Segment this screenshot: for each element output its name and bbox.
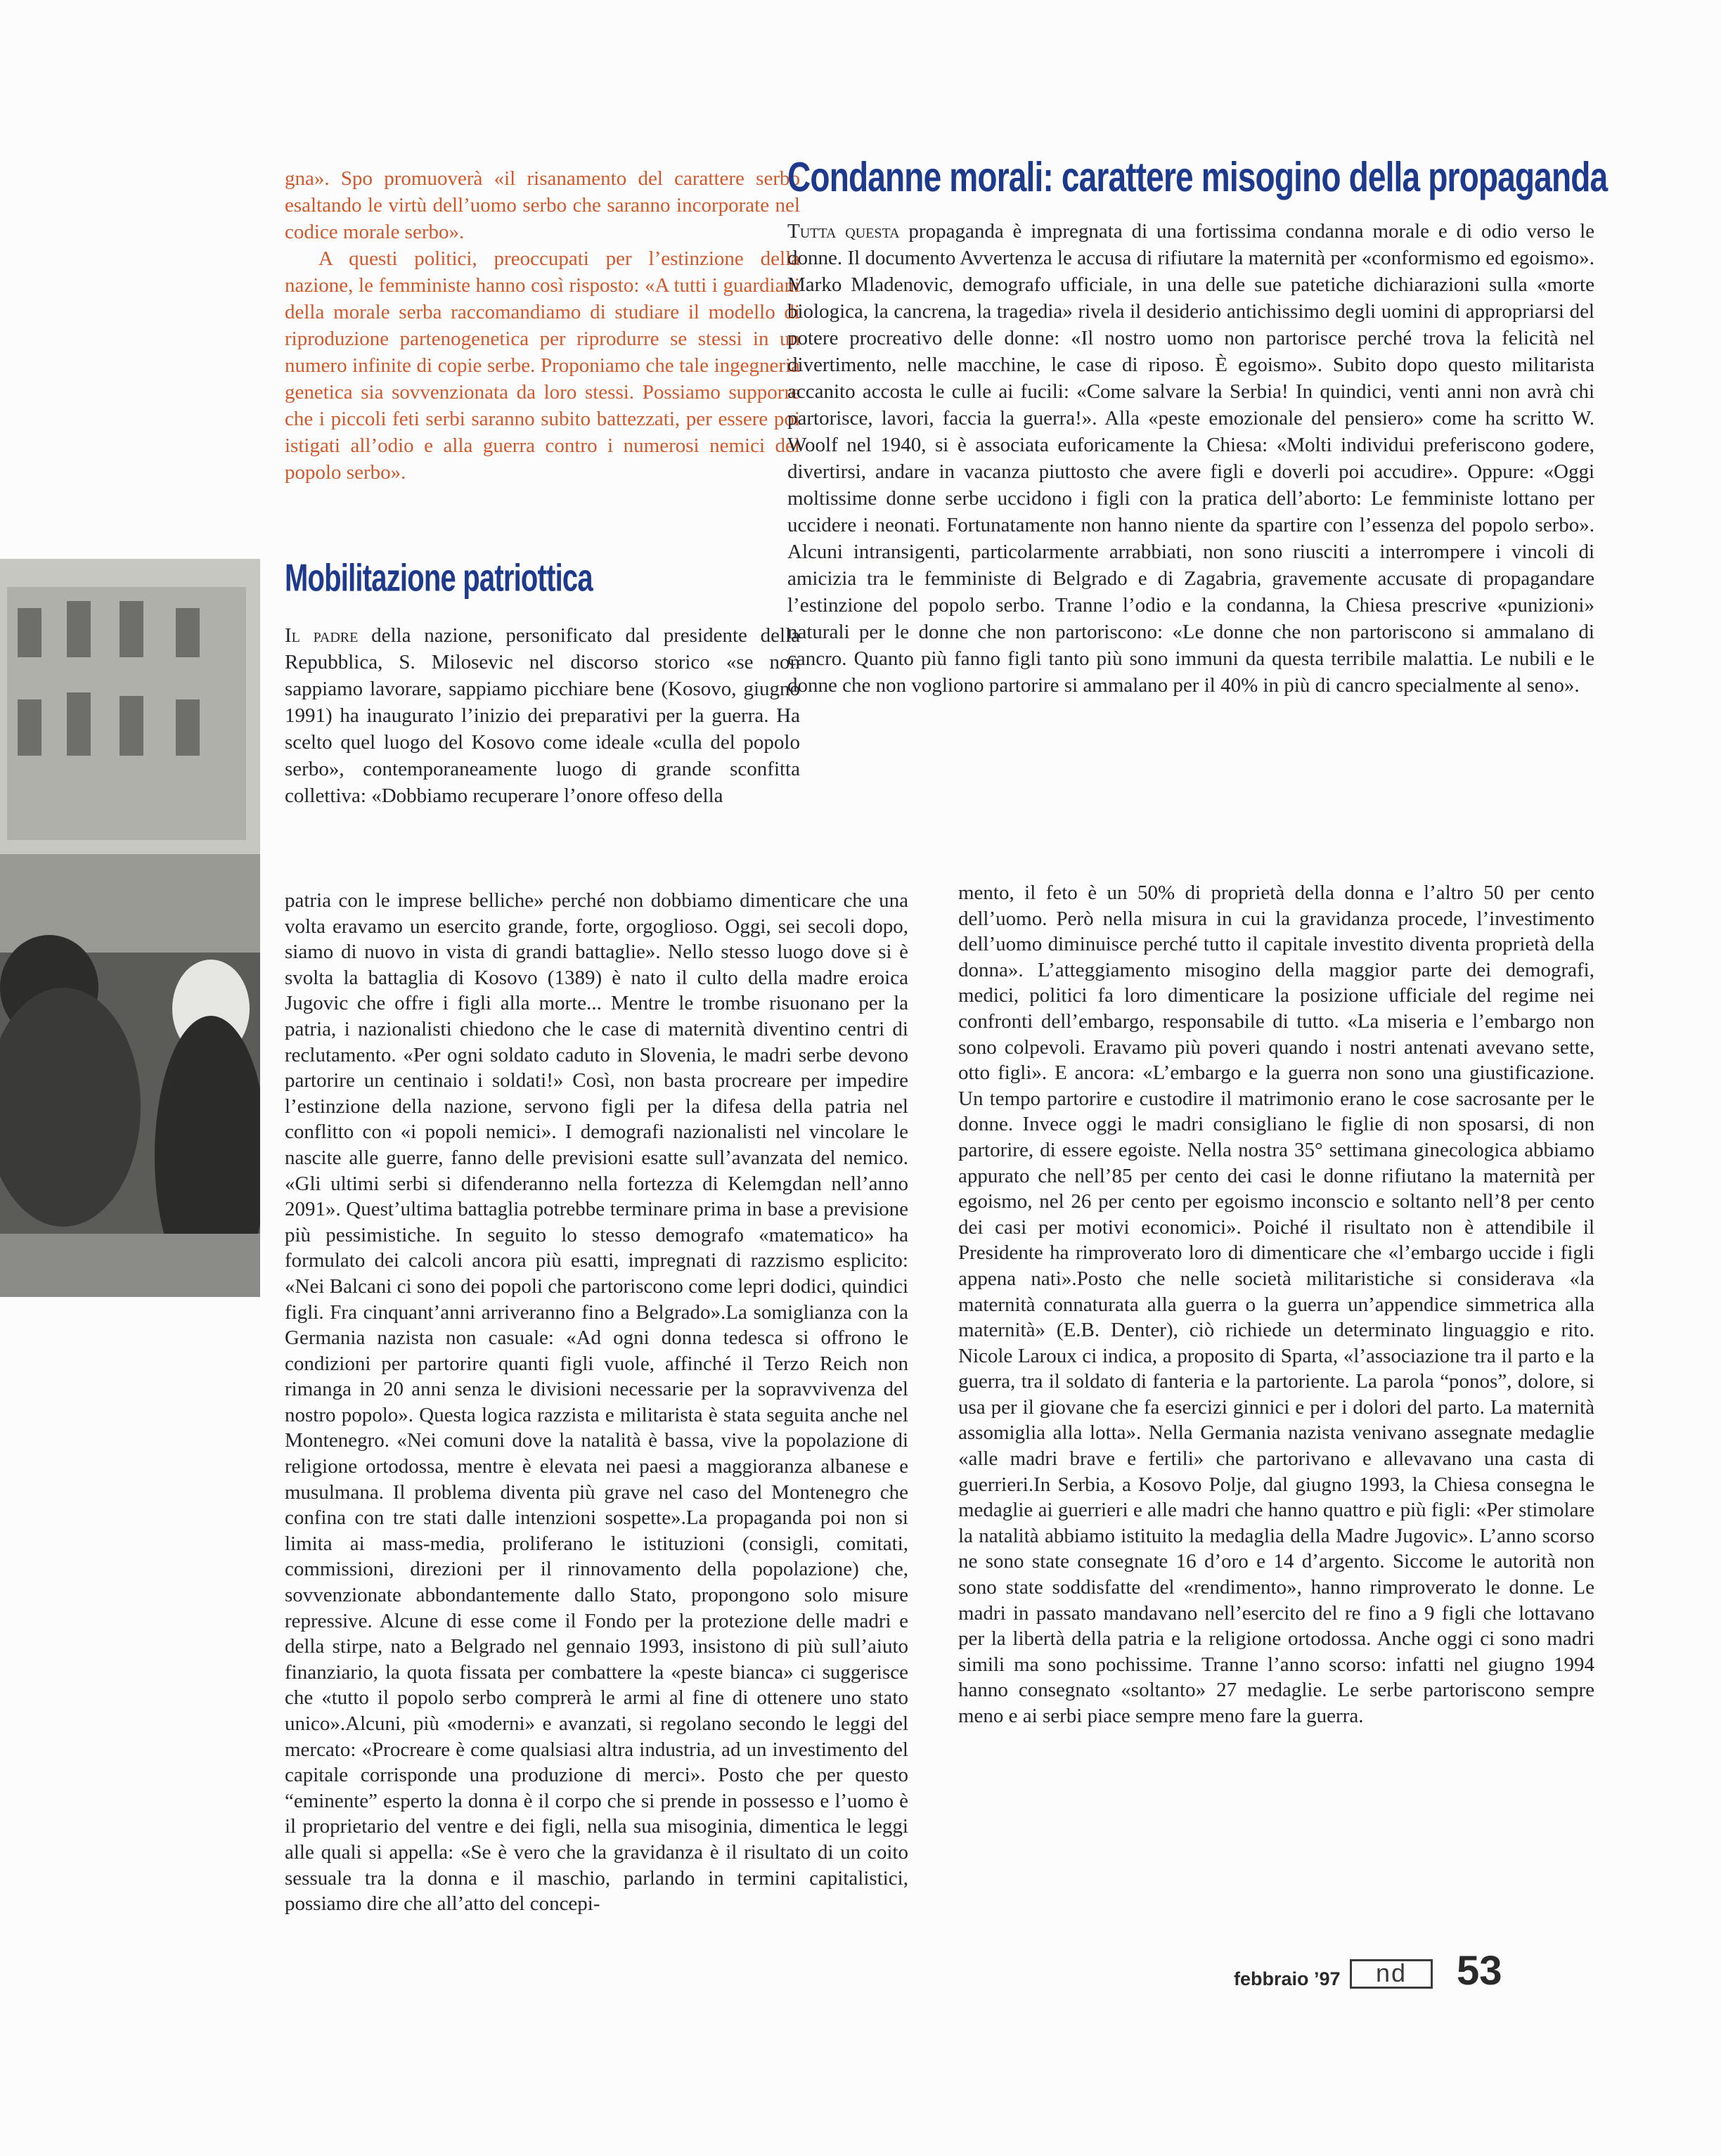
right-continued-block: [958, 880, 1594, 1729]
right-continued-text: mento, il feto è un 50% di proprietà della donna e l’altro 50 per cento dell’uomo. Però nella misura in cui la gravidanza procede, l’investimento dell’uomo diminuisce perché tutto il capitale investito diventa proprietà della donna». L’atteggiamento misogino della maggior parte dei demografi, medici, politici fa loro dimenticare la posizione ufficiale del regime nei confronti dell’embargo, responsabile di tutto. «La miseria e l’embargo non sono colpevoli. Eravamo più poveri quando i nostri antenati avevano sette, otto figli». E ancora: «L’embargo e la guerra non sono una giustificazione. Un tempo partorire e custodire il matrimonio erano le cose sacrosante per le donne. Invece oggi le madri consigliano le figlie di non sposarsi, di non partorire, di essere egoiste. Nella nostra 35° settimana ginecologica abbiamo appurato che nell’85 per cento dei casi le donne rifiutano la maternità per egoismo, nel 26 per cento per egoismo inconscio e soltanto nell’8 per cento dei casi per motivi economici». Poiché il risultato non è attendibile il Presidente ha rimproverato loro di dimenticare che «l’embargo uccide i figli appena nati».Posto che nelle società militaristiche si considerava «la maternità connaturata alla guerra o la guerra un’appendice simmetrica alla maternità» (E.B. Denter), ciò richiede un determinato linguaggio e rito. Nicole Laroux ci indica, a proposito di Sparta, «l’associazione tra il parto e la guerra, tra il soldato di fanteria e la partoriente. La parola “ponos”, dolore, si usa per il giovane che fa esercizi ginnici e per i dolori del parto. La maternità assomiglia alla lotta». Nella Germania nazista venivano assegnate medaglie «alle madri brave e fertili» che partorivano e allevavano una casta di guerrieri.In Serbia, a Kosovo Polje, dal giugno 1993, la Chiesa consegna le medaglie ai guerrieri e alle madri che hanno quattro e più figli: «Per stimolare la natalità abbiamo istituito la medaglia della Madre Jugovic». L’anno scorso ne sono state consegnate 16 d’oro e 14 d’argento. Siccome le autorità non sono state soddisfatte del «rendimento», hanno rimproverato le donne. Le madri in passato mandavano nell’esercito del re fino a 9 figli che lottavano per la libertà della patria e la religione ortodossa. Anche oggi ci sono madri simili ma sono pochissime. Tranne l’anno scorso: infatti nel giugno 1994 hanno consegnato «soltanto» 27 medaglie. Le serbe partoriscono sempre meno e ai serbi piace sempre meno fare la guerra.: [958, 882, 1594, 1727]
photo-illustration: [0, 559, 260, 1297]
page-number: 53: [1457, 1948, 1502, 1994]
mobilitazione-lead-in: Il padre: [285, 624, 359, 647]
magazine-logo: nd: [1350, 1959, 1433, 1989]
moral-text-block: [787, 218, 1594, 699]
intro-paragraph-1: gna». Spo promuoverà «il risanamento del carattere serbo esaltando le virtù dell’uomo serbo che saranno incorporate nel codice morale serbo».: [285, 167, 800, 243]
mobilitazione-body-text: della nazione, personificato dal presidente della Repubblica, S. Milosevic nel discorso storico «se non sappiamo lavorare, sappiamo picchiare bene (Kosovo, giugno 1991) ha inaugurato l’inizio dei preparativi per la guerra. Ha scelto quel luogo del Kosovo come ideale «culla del popolo serbo», contemporaneamente luogo di grande sconfitta collettiva: «Dobbiamo recuperare l’onore offeso della: [285, 624, 800, 807]
footer-date: febbraio ’97: [1234, 1968, 1341, 1989]
section-heading-moral: Condanne morali: carattere misogino della propaganda: [787, 154, 1608, 201]
mobilitazione-intro-block: [285, 622, 800, 809]
intro-paragraph-2: A questi politici, preoccupati per l’estinzione della nazione, le femministe hanno così risposto: «A tutti i guardiani della morale serba raccomandiamo di studiare il modello di riproduzione partenogenetica per riprodurre se stessi in un numero infinite di copie serbe. Proponiamo che tale ingegneria genetica sia sovvenzionata da loro stessi. Possiamo supporre che i piccoli feti serbi saranno subito battezzati, per essere poi istigati all’odio e alla guerra contro i numerosi nemici del popolo serbo».: [285, 247, 800, 484]
moral-body-text: propaganda è impregnata di una fortissima condanna morale e di odio verso le donne. Il documento Avvertenza le accusa di rifiutare la maternità per «conformismo ed egoismo». Marko Mladenovic, demografo ufficiale, in una delle sue patetiche dichiarazioni sulla «morte biologica, la cancrena, la tragedia» rivela il desiderio antichissimo degli uomini di appropriarsi del potere procreativo delle donne: «Il nostro uomo non partorisce perché trova la felicità nel divertimento, nelle macchine, le case di riposo. È egoismo». Subito dopo questo militarista accanito accosta le culle ai fucili: «Come salvare la Serbia! In quindici, venti anni non avrà chi partorisce, lavori, faccia la guerra!». Alla «peste emozionale del pensiero» come ha scritto W. Woolf nel 1940, si è associata euforicamente la Chiesa: «Molti individui preferiscono godere, divertirsi, andare in vacanza piuttosto che avere figli e doverli poi accudire». Oppure: «Oggi moltissime donne serbe uccidono i figli con la pratica dell’aborto: Le femministe lottano per uccidere i neonati. Fortunatamente non hanno niente da spartire con l’essenza del popolo serbo». Alcuni intransigenti, particolarmente arrabbiati, non sono riusciti a interrompere i vincoli di amicizia tra le femministe di Belgrado e di Zagabria, gravemente accusate di propagandare l’estinzione del popolo serbo. Tranne l’odio e la condanna, la Chiesa prescrive «punizioni» naturali per le donne che non partoriscono: «Le donne che non partoriscono si ammalano di cancro. Quanto più fanno figli tanto più sono immuni da questa terribile malattia. Le nubili e le donne che non vogliono partorire si ammalano per il 40% in più di cancro specialmente al seno».: [787, 220, 1594, 697]
mobilitazione-continued-text: patria con le imprese belliche» perché non dobbiamo dimenticare che una volta eravamo un esercito grande, forte, orgoglioso. Oggi, sei secoli dopo, siamo di nuovo in vista di grandi battaglie». Nello stesso luogo dove si è svolta la battaglia di Kosovo (1389) è nato il culto della madre eroica Jugovic che offre i figli alla morte... Mentre le trombe risuonano per la patria, i nazionalisti chiedono che le case di maternità diventino centri di reclutamento. «Per ogni soldato caduto in Slovenia, le madri serbe devono partorire un centinaio i soldati!» Così, non basta procreare per impedire l’estinzione della nazione, servono figli per la difesa della patria nel conflitto con «i popoli nemici». I demografi nazionalisti nel vincolare le nascite alle guerre, fanno delle previsioni esatte sull’avanzata del nemico. «Gli ultimi serbi si difenderanno nella fortezza di Kelemgdan nell’anno 2091». Quest’ultima battaglia potrebbe terminare prima in base a previsione più pessimistiche. In seguito lo stesso demografo «matematico» ha formulato dei calcoli ancora più esatti, impregnati di razzismo esplicito: «Nei Balcani ci sono dei popoli che partoriscono come lepri dodici, quindici figli. Fra cinquant’anni arriveranno fino a Belgrado».La somiglianza con la Germania nazista non casuale: «Ad ogni donna tedesca si offrono le condizioni per partorire quanti figli vuole, affinché il Terzo Reich non rimanga in 20 anni senza le divisioni necessarie per la sopravvivenza del nostro popolo». Questa logica razzista e militarista è stata seguita anche nel Montenegro. «Nei comuni dove la natalità è bassa, vive la popolazione di religione ortodossa, mentre è elevata nei paesi a maggioranza albanese e musulmana. Il problema diventa più grave nel caso del Montenegro che confina con tre stati dalle intenzioni sospette».La propaganda poi non si limita ai mass-media, proliferano le istituzioni (consigli, comitati, commissioni, direzioni per il rinnovamento della popolazione) che, sovvenzionate abbondantemente dallo Stato, propongono solo misure repressive. Alcune di esse come il Fondo per la protezione delle madri e della stirpe, nato a Belgrado nel gennaio 1993, insistono di più sull’aiuto finanziario, la quota fissata per combattere la «peste bianca» ci suggerisce che «tutto il popolo serbo comprerà le armi al fine di ottenere uno stato unico».Alcuni, più «moderni» e avanzati, si regolano secondo le leggi del mercato: «Procreare è come qualsiasi altra industria, ad un investimento del capitale corrisponde una produzione di merci». Posto che per questo “eminente” esperto la donna è il corpo che si prende in possesso e l’uomo è il proprietario del ventre e dei figli, nella sua misoginia, dimentica le leggi alle quali si appella: «Se è vero che la gravidanza è il risultato di un coito sessuale tra la donna e il maschio, parlando in termini capitalistici, possiamo dire che all’atto del concepi-: [285, 889, 908, 1916]
section-heading-mobilitazione: Mobilitazione patriottica: [285, 556, 593, 600]
moral-lead-in: Tutta questa: [787, 220, 900, 243]
street-photo: [0, 559, 260, 1297]
mobilitazione-continued-block: [285, 888, 908, 1917]
intro-text-block: [285, 165, 800, 486]
